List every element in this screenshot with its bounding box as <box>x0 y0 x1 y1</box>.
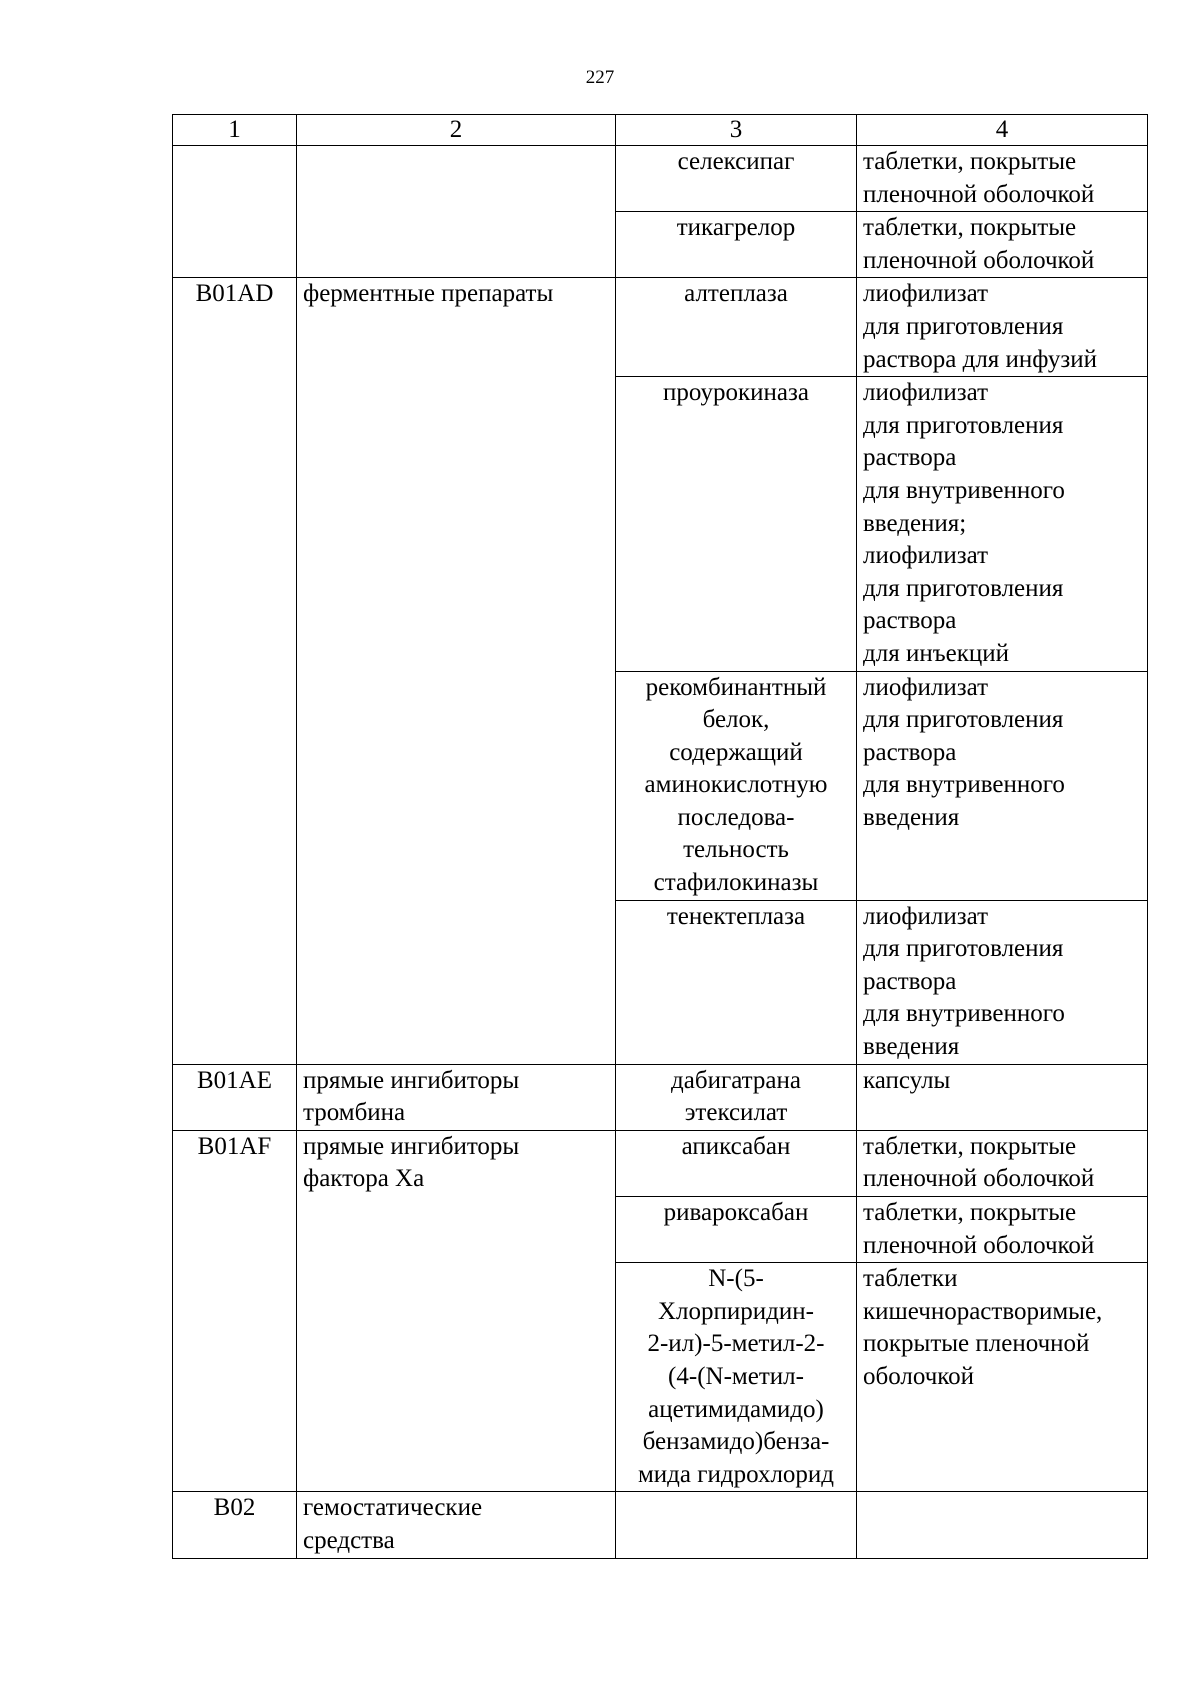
drug-name-cell-line: рекомбинантный <box>645 673 827 701</box>
dosage-form-cell-line: лиофилизат <box>863 902 989 930</box>
drug-name-cell-line: проурокиназа <box>663 379 809 407</box>
drug-name-cell-line: стафилокиназы <box>653 869 819 897</box>
dosage-form-cell-line: таблетки, покрытые <box>863 148 1077 175</box>
dosage-form-cell <box>857 212 1148 278</box>
atc-code-cell <box>173 146 297 278</box>
atc-code-cell <box>173 1064 297 1130</box>
drug-name-cell-line: белок, <box>702 706 770 734</box>
drug-name-cell-line: бензамидо)бенза- <box>642 1428 830 1456</box>
drug-name-cell <box>616 146 857 212</box>
group-cell <box>297 146 616 278</box>
dosage-form-cell <box>857 377 1148 671</box>
drug-name-cell-line: (4-(N-метил- <box>668 1362 804 1390</box>
drug-name-cell-line: мида гидрохлорид <box>637 1460 835 1488</box>
page-number: 227 <box>585 67 615 88</box>
dosage-form-cell-line: для приготовления <box>863 312 1064 340</box>
drug-name-cell-line: N-(5- <box>708 1265 764 1293</box>
dosage-form-cell <box>857 1130 1148 1196</box>
drug-name-cell <box>616 1064 857 1130</box>
drug-name-cell-line: аминокислотную <box>644 771 828 799</box>
dosage-form-cell-line: таблетки <box>863 1265 958 1293</box>
dosage-form-cell-line: для внутривенного <box>863 476 1065 504</box>
atc-code-cell <box>173 278 297 1064</box>
dosage-form-cell <box>857 1197 1148 1263</box>
dosage-form-cell-line: введения <box>863 803 960 831</box>
dosage-form-cell-line: таблетки, покрытые <box>863 214 1077 242</box>
atc-code: B02 <box>213 1494 256 1522</box>
dosage-form-cell <box>857 278 1148 377</box>
dosage-form-cell-line: кишечнорастворимые, <box>863 1297 1103 1325</box>
table-row <box>173 1492 1148 1558</box>
dosage-form-cell <box>857 900 1148 1064</box>
atc-code: B01AF <box>197 1132 272 1160</box>
atc-code-cell <box>173 1492 297 1558</box>
drug-name-cell-line: ацетимидамидо) <box>648 1395 824 1423</box>
dosage-form-cell <box>857 146 1148 212</box>
drug-name-cell <box>616 278 857 377</box>
drug-name-cell-line: ривароксабан <box>663 1199 809 1226</box>
drug-name-cell-line: алтеплаза <box>684 280 788 308</box>
drug-name-cell-line: этексилат <box>684 1099 788 1127</box>
drug-name-cell <box>616 1130 857 1196</box>
header-cell: 4 <box>857 115 1148 146</box>
atc-code: B01AE <box>197 1066 272 1094</box>
drug-name-cell-line: апиксабан <box>681 1132 791 1160</box>
dosage-form-cell-line: лиофилизат <box>863 379 989 407</box>
dosage-form-cell <box>857 671 1148 900</box>
dosage-form-cell-line: раствора для инфузий <box>863 345 1098 373</box>
dosage-form-cell-line: пленочной оболочкой <box>863 180 1095 208</box>
dosage-form-cell-line: пленочной оболочкой <box>863 1165 1095 1193</box>
dosage-form-cell-line: пленочной оболочкой <box>863 1231 1095 1259</box>
group-cell-line: ферментные препараты <box>303 280 554 308</box>
dosage-form-cell-line: пленочной оболочкой <box>863 246 1095 274</box>
header-row <box>173 115 1148 146</box>
group-cell-line: фактора Xa <box>303 1165 425 1193</box>
drug-name-cell <box>616 1492 857 1558</box>
group-cell <box>297 1064 616 1130</box>
drug-name-cell <box>616 900 857 1064</box>
group-cell <box>297 1130 616 1492</box>
drug-name-cell-line: содержащий <box>669 738 803 766</box>
drug-name-cell <box>616 671 857 900</box>
dosage-form-cell-line: лиофилизат <box>863 280 989 308</box>
group-cell-line: прямые ингибиторы <box>303 1132 520 1160</box>
drug-name-cell-line: тенектеплаза <box>666 902 806 930</box>
dosage-form-cell-line: капсулы <box>863 1066 951 1094</box>
drug-name-cell-line: тикагрелор <box>676 214 796 242</box>
header-cell: 2 <box>297 115 616 146</box>
drug-name-cell-line: тельность <box>683 836 789 864</box>
dosage-form-cell <box>857 1064 1148 1130</box>
atc-code: B01AD <box>195 280 274 308</box>
dosage-form-cell-line: для внутривенного <box>863 771 1065 799</box>
dosage-form-cell <box>857 1492 1148 1558</box>
dosage-form-cell-line: раствора <box>863 738 957 766</box>
dosage-form-cell-line: раствора <box>863 967 957 995</box>
dosage-form-cell-line: раствора <box>863 444 957 472</box>
dosage-form-cell-line: покрытые пленочной <box>863 1330 1090 1358</box>
drug-name-cell-line: селексипаг <box>677 148 795 175</box>
drug-name-cell-line: последова- <box>677 803 795 831</box>
group-cell-line: средства <box>303 1526 395 1554</box>
drug-name-cell-line: Хлорпиридин- <box>658 1297 814 1325</box>
drug-name-cell <box>616 212 857 278</box>
dosage-form-cell-line: для приготовления <box>863 935 1064 963</box>
table-row <box>173 278 1148 377</box>
dosage-form-cell-line: для инъекций <box>863 639 1010 667</box>
atc-code-cell <box>173 1130 297 1492</box>
table-row <box>173 146 1148 212</box>
dosage-form-cell-line: для приготовления <box>863 706 1064 734</box>
dosage-form-cell <box>857 1263 1148 1492</box>
dosage-form-cell-line: для приготовления <box>863 411 1064 439</box>
drug-name-cell <box>616 1263 857 1492</box>
group-cell-line: прямые ингибиторы <box>303 1066 520 1094</box>
drug-name-cell <box>616 377 857 671</box>
drug-table <box>172 114 1148 1559</box>
group-cell-line: гемостатические <box>303 1494 483 1522</box>
table-row <box>173 1064 1148 1130</box>
dosage-form-cell-line: лиофилизат <box>863 673 989 701</box>
drug-name-cell <box>616 1197 857 1263</box>
table-row <box>173 1130 1148 1196</box>
dosage-form-cell-line: лиофилизат <box>863 542 989 570</box>
group-cell-line: тромбина <box>303 1099 406 1127</box>
dosage-form-cell-line: таблетки, покрытые <box>863 1199 1077 1226</box>
dosage-form-cell-line: раствора <box>863 607 957 635</box>
dosage-form-cell-line: для внутривенного <box>863 1000 1065 1028</box>
group-cell <box>297 1492 616 1558</box>
group-cell <box>297 278 616 1064</box>
dosage-form-cell-line: введения; <box>863 509 967 537</box>
dosage-form-cell-line: для приготовления <box>863 574 1064 602</box>
header-cell: 3 <box>616 115 857 146</box>
drug-name-cell-line: 2-ил)-5-метил-2- <box>647 1330 825 1358</box>
dosage-form-cell-line: введения <box>863 1033 960 1061</box>
dosage-form-cell-line: таблетки, покрытые <box>863 1132 1077 1160</box>
dosage-form-cell-line: оболочкой <box>863 1362 975 1390</box>
drug-name-cell-line: дабигатрана <box>671 1066 801 1094</box>
header-cell: 1 <box>173 115 297 146</box>
